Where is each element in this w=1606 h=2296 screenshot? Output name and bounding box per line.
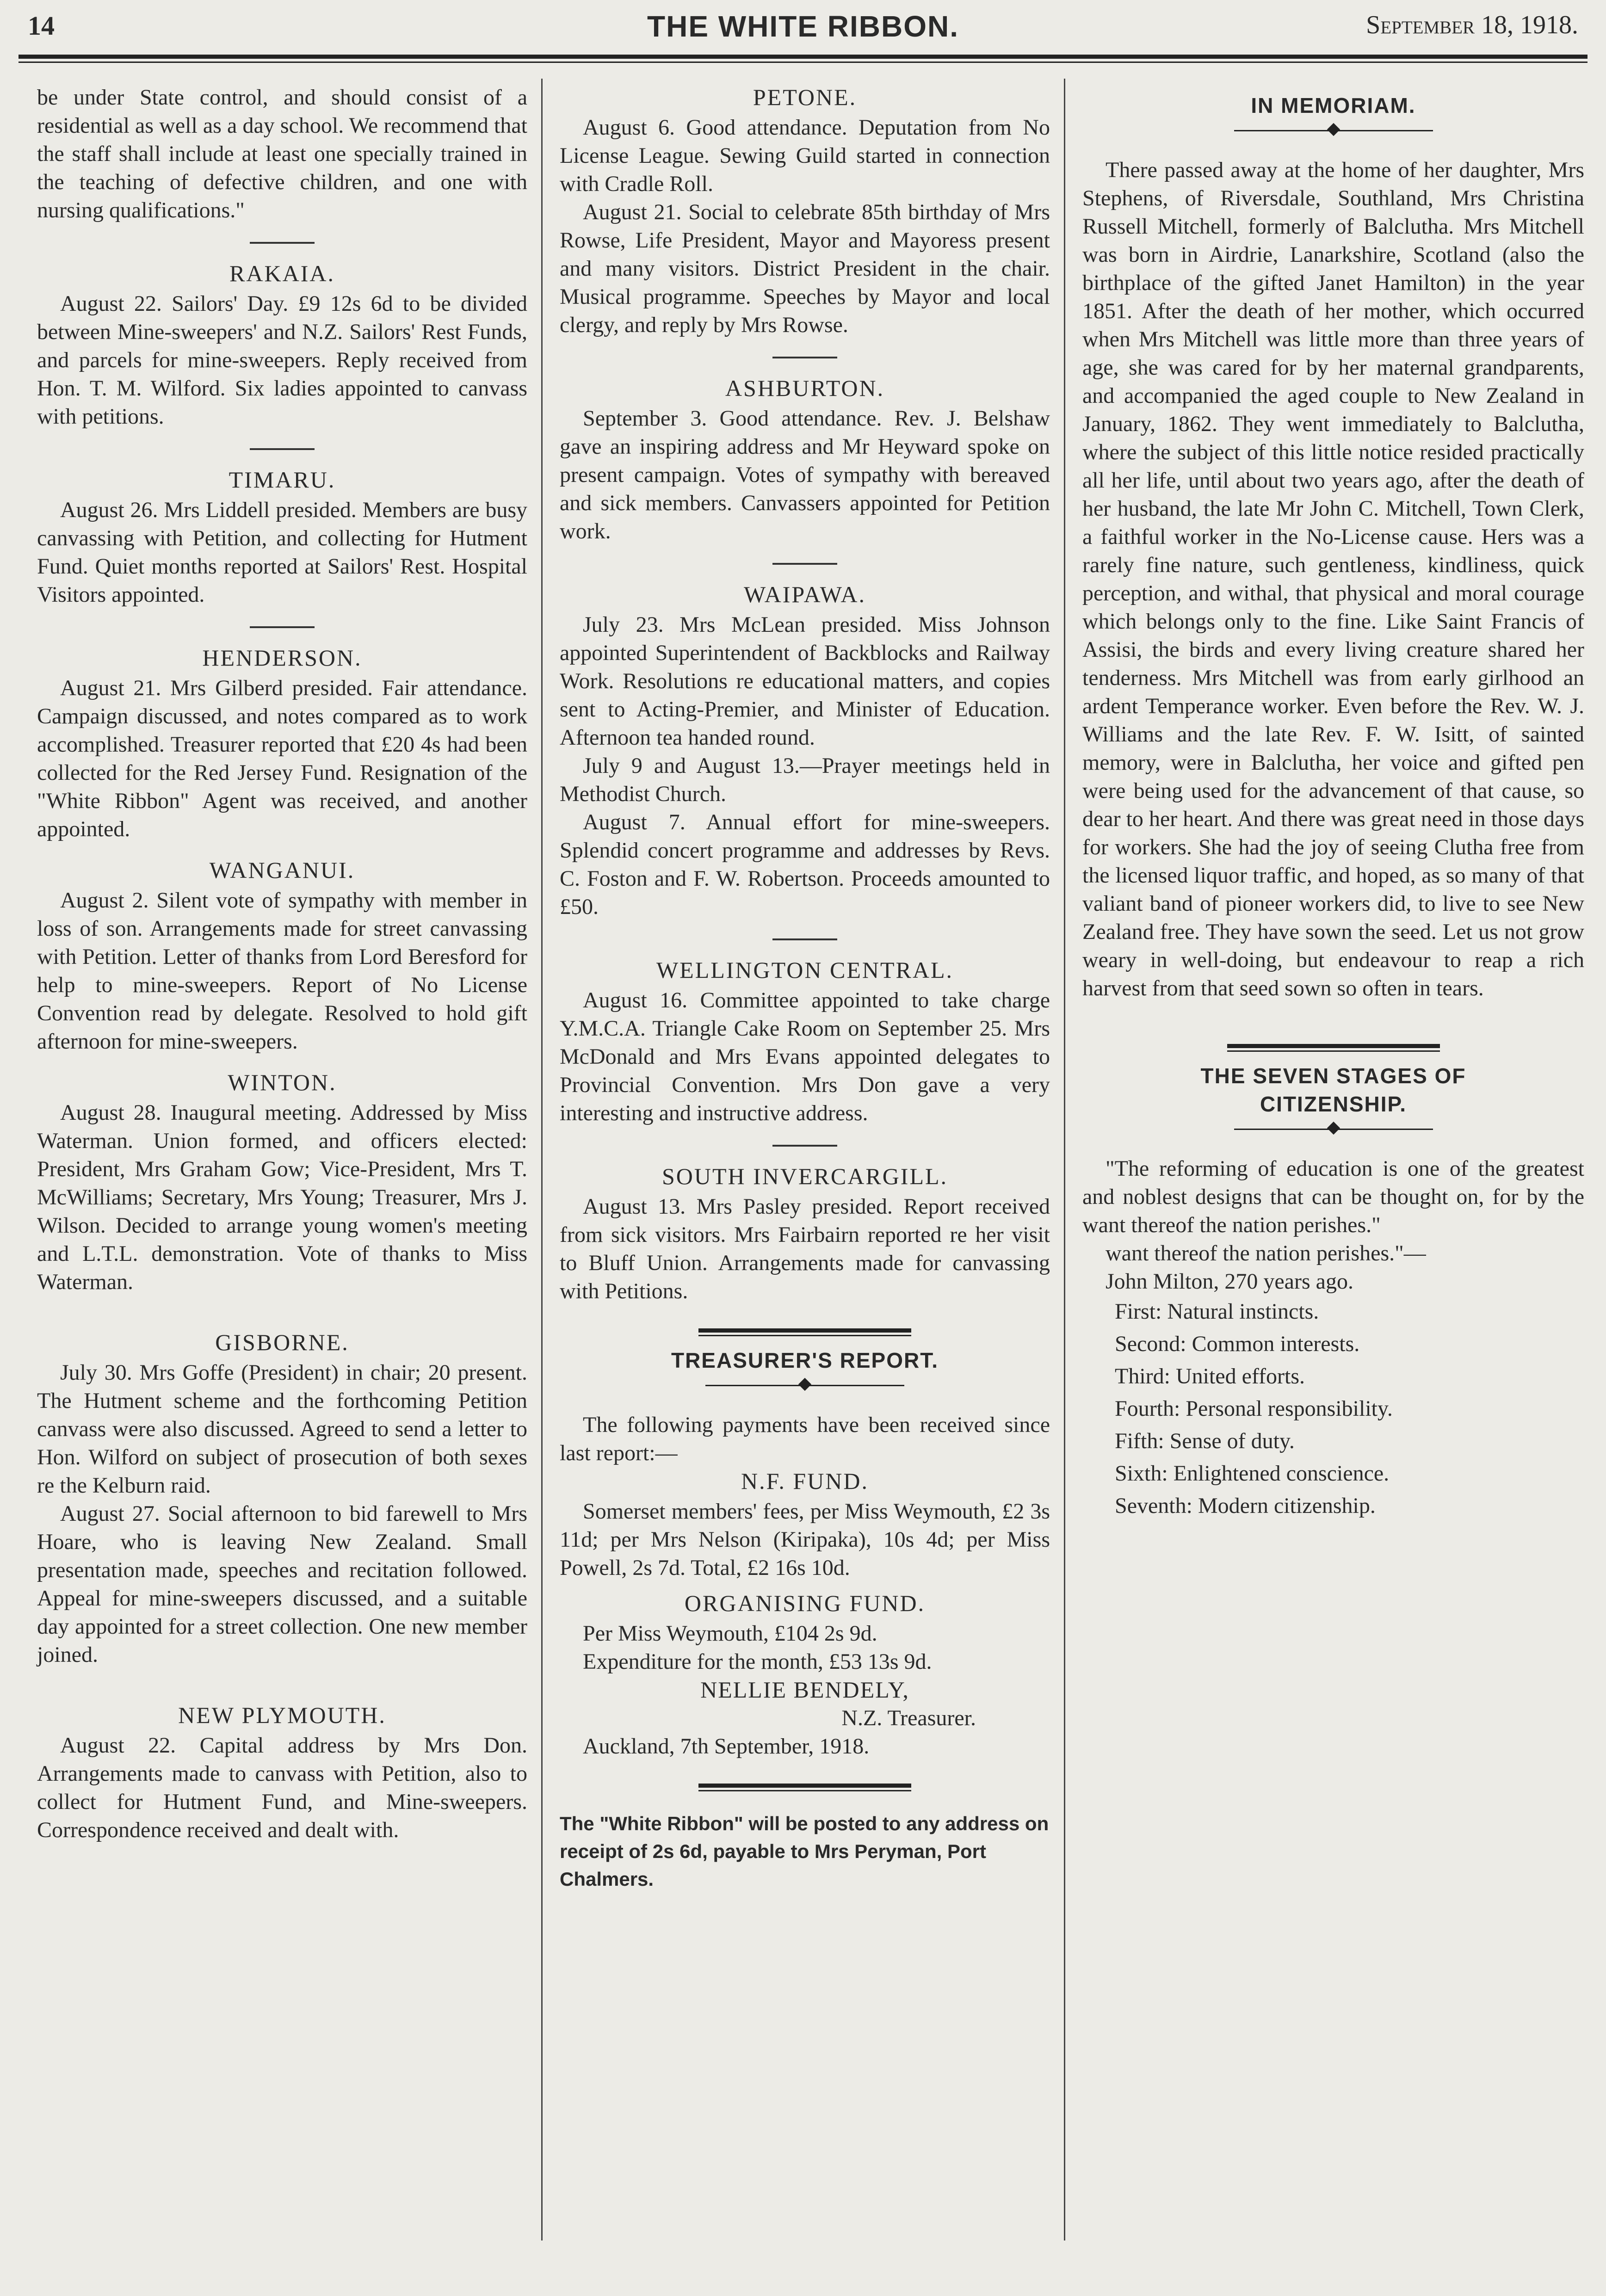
- report-text: August 21. Mrs Gilberd presided. Fair attendance. Campaign discussed, and notes compared as to work accomplished. Treasurer reported that £20 4s had been collected for the Red Jersey Fund. Resignation of the "White Ribbon" Agent was received, and another appointed.: [37, 676, 527, 841]
- masthead-title: THE WHITE RIBBON.: [647, 10, 959, 43]
- report-text: August 28. Inaugural meeting. Addressed by Miss Waterman. Union formed, and officers elected: President, Mrs Graham Gow; Vice-President, Mrs T. McWilliams; Secretary, Mrs Young; Treasurer, Mrs J. Wilson. Decided to arrange young women's meeting and L.T.L. demonstration. Vote of thanks to Miss Waterman.: [37, 1100, 527, 1294]
- report-text: August 21. Social to celebrate 85th birthday of Mrs Rowse, Life President, Mayor and Mayoress present and many visitors. District President in the chair. Musical programme. Speeches by Mayor and local clergy, and reply by Mrs Rowse.: [560, 200, 1050, 337]
- column-divider-1: [541, 79, 543, 2240]
- report-text: August 7. Annual effort for mine-sweepers. Splendid concert programme and addresses by Revs. C. Foston and F. W. Robertson. Proceeds amounted to £50.: [560, 810, 1050, 919]
- report-text: August 26. Mrs Liddell presided. Members are busy canvassing with Petition, and collecting for Hutment Fund. Quiet months reported at Sailors' Rest. Hospital Visitors appointed.: [37, 498, 527, 607]
- section-heading: HENDERSON.: [202, 645, 362, 671]
- section-separator: [772, 563, 837, 565]
- report-text: August 27. Social afternoon to bid farewell to Mrs Hoare, who is leaving New Zealand. Small presentation made, speeches and recitation followed. Appeal for mine-sweepers discussed, and a suitable day appointed for a street collection. One new member joined.: [37, 1501, 527, 1667]
- report-wanganui: [37, 856, 527, 1055]
- section-heading: ASHBURTON.: [725, 375, 885, 401]
- page-header: [19, 0, 1587, 69]
- column-divider-2: [1064, 79, 1065, 2240]
- seven-stages: [1082, 1062, 1584, 1522]
- fund-heading: N.F. FUND.: [741, 1468, 869, 1494]
- quote-attribution: John Milton, 270 years ago.: [1106, 1269, 1353, 1294]
- fund-heading: ORGANISING FUND.: [684, 1590, 926, 1616]
- fund-text: Somerset members' fees, per Miss Weymouth, £2 3s 11d; per Mrs Nelson (Kiripaka), 10s 4d; per Miss Powell, 2s 7d. Total, £2 16s 10d.: [560, 1499, 1050, 1580]
- dateline: Auckland, 7th September, 1918.: [583, 1734, 870, 1759]
- column-2: [560, 83, 1050, 1893]
- section-separator: [772, 1145, 837, 1147]
- section-heading: WAIPAWA.: [744, 581, 866, 607]
- diamond-rule: [1234, 1122, 1433, 1136]
- treasurer-signature: NELLIE BENDELY,: [700, 1677, 909, 1703]
- report-ashburton: [560, 374, 1050, 545]
- report-waipawa: [560, 580, 1050, 921]
- section-heading: NEW PLYMOUTH.: [178, 1702, 386, 1728]
- treasurer-role: N.Z. Treasurer.: [841, 1706, 976, 1730]
- stage-item: First: Natural instincts.: [1115, 1299, 1319, 1324]
- stage-item: Seventh: Modern citizenship.: [1115, 1494, 1376, 1518]
- treasurers-report: [560, 1346, 1050, 1760]
- report-text: July 30. Mrs Goffe (President) in chair; 20 present. The Hutment scheme and the forthcoming Petition canvass were also discussed. Agreed to send a letter to Hon. Wilford on subject of prosecution of both sexes re the Kelburn raid.: [37, 1360, 527, 1498]
- double-rule: [1227, 1044, 1440, 1052]
- column-1: [37, 83, 527, 1844]
- report-gisborne: [37, 1328, 527, 1669]
- section-separator: [250, 242, 315, 244]
- stages-heading-line2: CITIZENSHIP.: [1260, 1092, 1407, 1116]
- memoriam-heading: IN MEMORIAM.: [1251, 93, 1416, 117]
- section-separator: [250, 448, 315, 450]
- issue-date: September 18, 1918.: [1366, 11, 1578, 39]
- treasurer-heading: TREASURER'S REPORT.: [671, 1348, 939, 1372]
- report-text: August 22. Capital address by Mrs Don. Arrangements made to canvass with Petition, also to collect for Hutment Fund, and Mine-sweepers. Correspondence received and dealt with.: [37, 1733, 527, 1842]
- report-new-plymouth: [37, 1701, 527, 1844]
- diamond-rule: [705, 1378, 904, 1392]
- in-memoriam: [1082, 92, 1584, 1002]
- section-heading: PETONE.: [753, 84, 857, 110]
- milton-quote: "The reforming of education is one of the greatest and noblest designs that can be thought on, for by the want thereof the nation perishes.": [1082, 1156, 1584, 1237]
- report-petone: [560, 83, 1050, 339]
- column-3: [1082, 83, 1584, 1522]
- double-rule: [698, 1784, 911, 1791]
- stage-item: Fourth: Personal responsibility.: [1115, 1396, 1393, 1421]
- section-heading: RAKAIA.: [229, 260, 335, 286]
- report-text: July 23. Mrs McLean presided. Miss Johnson appointed Superintendent of Backblocks and Railway Work. Resolutions re educational matters, and copies sent to Acting-Premier, and Minister of Education. Afternoon tea handed round.: [560, 612, 1050, 750]
- section-heading: TIMARU.: [229, 467, 336, 493]
- section-heading: SOUTH INVERCARGILL.: [661, 1163, 948, 1189]
- treasurer-intro: The following payments have been received since last report:—: [560, 1413, 1050, 1465]
- report-text: August 22. Sailors' Day. £9 12s 6d to be divided between Mine-sweepers' and N.Z. Sailors' Rest Funds, and parcels for mine-sweepers. Reply received from Hon. T. M. Wilford. Six ladies appointed to canvass with petitions.: [37, 291, 527, 429]
- report-text: August 2. Silent vote of sympathy with member in loss of son. Arrangements made for street canvassing with Petition. Letter of thanks from Lord Beresford for help to mine-sweepers. Report of No License Convention read by delegate. Resolved to hold gift afternoon for mine-sweepers.: [37, 888, 527, 1054]
- report-text: July 9 and August 13.—Prayer meetings held in Methodist Church.: [560, 753, 1050, 806]
- double-rule: [698, 1328, 911, 1336]
- report-wellington-central: [560, 956, 1050, 1127]
- report-timaru: [37, 466, 527, 609]
- stage-item: Third: United efforts.: [1115, 1364, 1305, 1389]
- fund-text: Expenditure for the month, £53 13s 9d.: [583, 1649, 932, 1674]
- stage-item: Sixth: Enlightened conscience.: [1115, 1461, 1390, 1486]
- section-heading: GISBORNE.: [215, 1329, 349, 1355]
- report-text: August 13. Mrs Pasley presided. Report received from sick visitors. Mrs Fairbairn reported re her visit to Bluff Union. Arrangements made for canvassing with Petitions.: [560, 1194, 1050, 1303]
- diamond-rule: [1234, 123, 1433, 137]
- header-rule-thick: [19, 55, 1587, 59]
- report-rakaia: [37, 259, 527, 431]
- section-separator: [772, 938, 837, 940]
- report-text: August 6. Good attendance. Deputation from No License League. Sewing Guild started in connection with Cradle Roll.: [560, 115, 1050, 196]
- report-henderson: [37, 644, 527, 843]
- section-heading: WANGANUI.: [209, 857, 355, 883]
- subscription-notice: The "White Ribbon" will be posted to any address on receipt of 2s 6d, payable to Mrs Peryman, Port Chalmers.: [560, 1813, 1049, 1890]
- section-separator: [250, 626, 315, 628]
- stages-list: [1115, 1296, 1584, 1522]
- milton-quote-repeat: want thereof the nation perishes."—: [1106, 1241, 1426, 1265]
- report-text: September 3. Good attendance. Rev. J. Belshaw gave an inspiring address and Mr Heyward spoke on present campaign. Votes of sympathy with bereaved and sick members. Canvassers appointed for Petition work.: [560, 406, 1050, 543]
- page-number: 14: [28, 11, 55, 41]
- report-winton: [37, 1068, 527, 1296]
- report-south-invercargill: [560, 1162, 1050, 1305]
- report-text: August 16. Committee appointed to take charge Y.M.C.A. Triangle Cake Room on September 25. Mrs McDonald and Mrs Evans appointed delegates to Provincial Convention. Mrs Don gave a very interesting and instructive address.: [560, 988, 1050, 1125]
- memoriam-text: There passed away at the home of her daughter, Mrs Stephens, of Riversdale, Southland, Mrs Christina Russell Mitchell, formerly of Balclutha. Mrs Mitchell was born in Airdrie, Lanarkshire, Scotland (also the birthplace of the gifted Janet Hamilton) in the year 1851. After the death of her mother, which occurred when Mrs Mitchell was little more than three years of age, she was cared for by her maternal grandparents, and accompanied the aged couple to New Zealand in January, 1862. They went immediately to Balclutha, where the subject of this little notice resided practically all her life, until about two years ago, after the death of her husband, the late Mr John C. Mitchell, Town Clerk, a faithful worker in the No-License cause. Hers was a rarely fine nature, such gentleness, kindliness, quick perception, and withal, that physical and moral courage which belongs only to the fine. Like Saint Francis of Assisi, the birds and every living creature shared her tenderness. Mrs Mitchell was from early girlhood an ardent Temperance worker. Even before the Rev. W. J. Williams and the late Rev. F. W. Isitt, of sainted memory, were in Balclutha, her voice and gifted pen were being used for the advancement of that cause, so dear to her heart. And there was great need in those days for workers. She had the joy of seeing Clutha free from the licensed liquor traffic, and hoped, as so many of that valiant band of pioneer workers did, to live to see New Zealand free. They have sown the seed. Let us not grow weary in well-doing, but endeavour to reap a rich harvest from that seed sown so often in tears.: [1082, 158, 1584, 1000]
- section-heading: WELLINGTON CENTRAL.: [656, 957, 954, 983]
- fund-text: Per Miss Weymouth, £104 2s 9d.: [583, 1621, 877, 1646]
- stages-heading-line1: THE SEVEN STAGES OF: [1200, 1064, 1466, 1088]
- header-rule-thin: [19, 62, 1587, 63]
- continued-text: be under State control, and should consist of a residential as well as a day school. We recommend that the staff shall include at least one specially trained in the teaching of defective children, and one with nursing qualifications.": [37, 85, 527, 222]
- stage-item: Second: Common interests.: [1115, 1332, 1360, 1356]
- section-heading: WINTON.: [228, 1069, 337, 1095]
- section-separator: [772, 357, 837, 358]
- stage-item: Fifth: Sense of duty.: [1115, 1429, 1295, 1453]
